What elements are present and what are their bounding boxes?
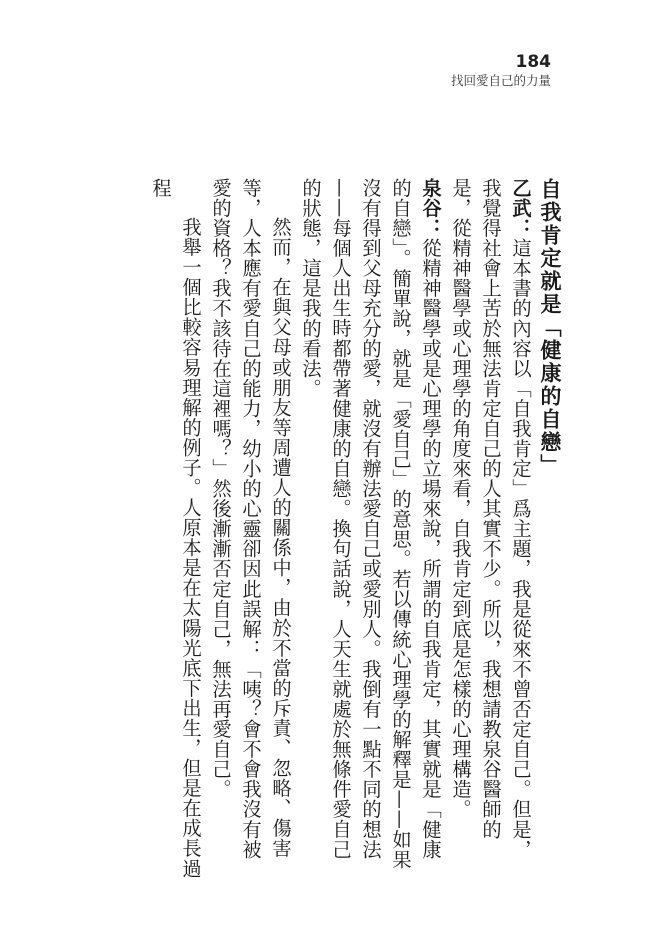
vertical-body-text bbox=[95, 178, 565, 878]
page-number: 184 bbox=[515, 52, 551, 72]
speaker-label: 乙武： bbox=[509, 178, 532, 239]
paragraph-otake bbox=[445, 178, 535, 878]
running-title: 找回愛自己的力量 bbox=[450, 73, 551, 88]
paragraph-example: 我舉一個比較容易理解的例子。人原本是在太陽光底下出生，但是在成長過程 bbox=[149, 178, 202, 878]
paragraph-text: 從精神醫學或是心理學的立場來說，所謂的自我肯定，其實就是「健康的自戀」。簡單說，就是「愛自己」的意思。若以傳統心理學的解釋是——如果沒有得到父母充分的愛，就沒有辦法愛自己或愛別人。我倒有一點不同的想法——每個人出生時都帶著健康的自戀。換句話說，人天生就處於無條件愛自己的狀態，這是我的看法。 bbox=[299, 178, 442, 870]
paragraph-izumiya bbox=[295, 178, 445, 878]
section-heading: 自我肯定就是「健康的自戀」 bbox=[538, 178, 562, 477]
paragraph-text: 這本書的內容以「自我肯定」爲主題，我是從來不曾否定自己。但是，我覺得社會上苦於無法肯定自己的人其實不少。所以，我想請教泉谷醫師的是，從精神醫學或心理學的角度來看，自我肯定到底是怎樣的心理構造。 bbox=[449, 178, 532, 860]
paragraph-however: 然而，在與父母或朋友等周遭人的關係中，由於不當的斥責、忽略、傷害等，人本應有愛自己的能力，幼小的心靈卻因此誤解：「咦？會不會我沒有被愛的資格？我不該待在這裡嗎？」然後漸漸否定自己，無法再愛自己。 bbox=[209, 178, 292, 860]
speaker-label: 泉谷： bbox=[419, 178, 442, 239]
page-header bbox=[451, 52, 551, 89]
